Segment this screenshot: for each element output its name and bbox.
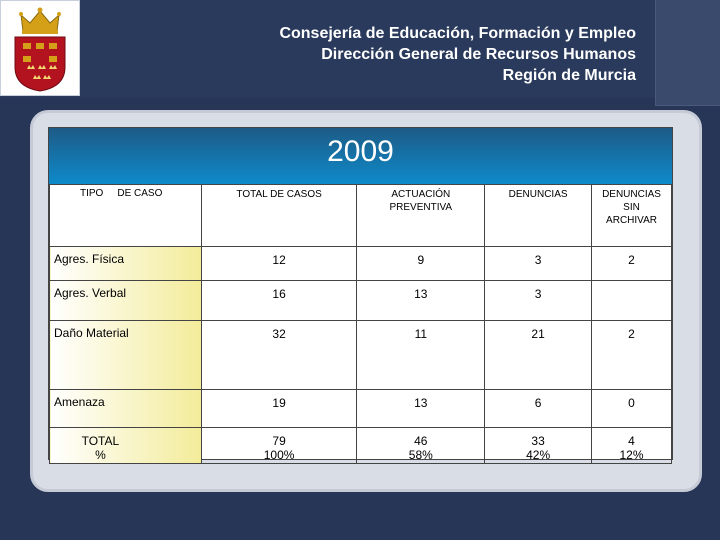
denuncias-sum-pct: 42% (526, 448, 551, 462)
cell-sin-archivar: 2 (592, 247, 672, 281)
cell-total: 19 (201, 390, 357, 428)
sin-archivar-sum-value: 4 (628, 434, 635, 448)
header-right-edge (655, 0, 720, 106)
cell-actuacion: 13 (357, 390, 485, 428)
header-sin-archivar-line-2: SIN (623, 202, 640, 213)
cell-actuacion: 13 (357, 281, 485, 321)
row-label: Daño Material (50, 321, 202, 390)
table-row (50, 247, 672, 281)
cell-total: 32 (201, 321, 357, 390)
cell-denuncias: 6 (485, 390, 592, 428)
cell-total: 12 (201, 247, 357, 281)
cell-denuncias: 3 (485, 281, 592, 321)
table-row (50, 390, 672, 428)
header-tipo-word-1: TIPO (80, 188, 104, 199)
logo (0, 0, 80, 96)
header-line-3: Región de Murcia (502, 67, 636, 84)
table-row (50, 281, 672, 321)
data-table (49, 184, 672, 464)
cell-sin-archivar (592, 281, 672, 321)
total-sum-pct: 100% (263, 448, 295, 462)
data-table-container (48, 127, 673, 460)
header-line-1: Consejería de Educación, Formación y Empleo (279, 25, 636, 42)
total-label-text: TOTAL (81, 434, 120, 448)
total-sum-value: 79 (272, 434, 286, 448)
cell-sin-archivar-sum (592, 428, 672, 464)
actuacion-sum-value: 46 (414, 434, 428, 448)
row-label: Agres. Física (50, 247, 202, 281)
table-row (50, 321, 672, 390)
cell-denuncias-sum (485, 428, 592, 464)
cell-denuncias: 3 (485, 247, 592, 281)
table-title: 2009 (49, 128, 672, 184)
table-total-row (50, 428, 672, 464)
cell-total: 16 (201, 281, 357, 321)
header-title-block (279, 23, 636, 86)
row-label: Amenaza (50, 390, 202, 428)
header-sin-archivar (592, 185, 672, 247)
coat-of-arms-icon (1, 1, 79, 95)
row-label: Agres. Verbal (50, 281, 202, 321)
header-actuacion (357, 185, 485, 247)
table-header-row (50, 185, 672, 247)
header-tipo-word-2: DE CASO (117, 188, 163, 199)
header-line-2: Dirección General de Recursos Humanos (321, 46, 636, 63)
total-pct-label: % (95, 448, 106, 462)
cell-actuacion-sum (357, 428, 485, 464)
cell-actuacion: 11 (357, 321, 485, 390)
total-label (50, 428, 202, 464)
header-total: TOTAL DE CASOS (201, 185, 357, 247)
cell-denuncias: 21 (485, 321, 592, 390)
actuacion-sum-pct: 58% (408, 448, 433, 462)
cell-sin-archivar: 0 (592, 390, 672, 428)
cell-total-sum (201, 428, 357, 464)
denuncias-sum-value: 33 (531, 434, 545, 448)
header-denuncias: DENUNCIAS (485, 185, 592, 247)
header-actuacion-line-1: ACTUACIÓN (391, 189, 451, 200)
sin-archivar-sum-pct: 12% (619, 448, 644, 462)
header-sin-archivar-line-3: ARCHIVAR (606, 215, 657, 226)
header-sin-archivar-line-1: DENUNCIAS (602, 189, 661, 200)
cell-actuacion: 9 (357, 247, 485, 281)
header-actuacion-line-2: PREVENTIVA (389, 202, 453, 213)
cell-sin-archivar: 2 (592, 321, 672, 390)
header-tipo (50, 185, 202, 247)
